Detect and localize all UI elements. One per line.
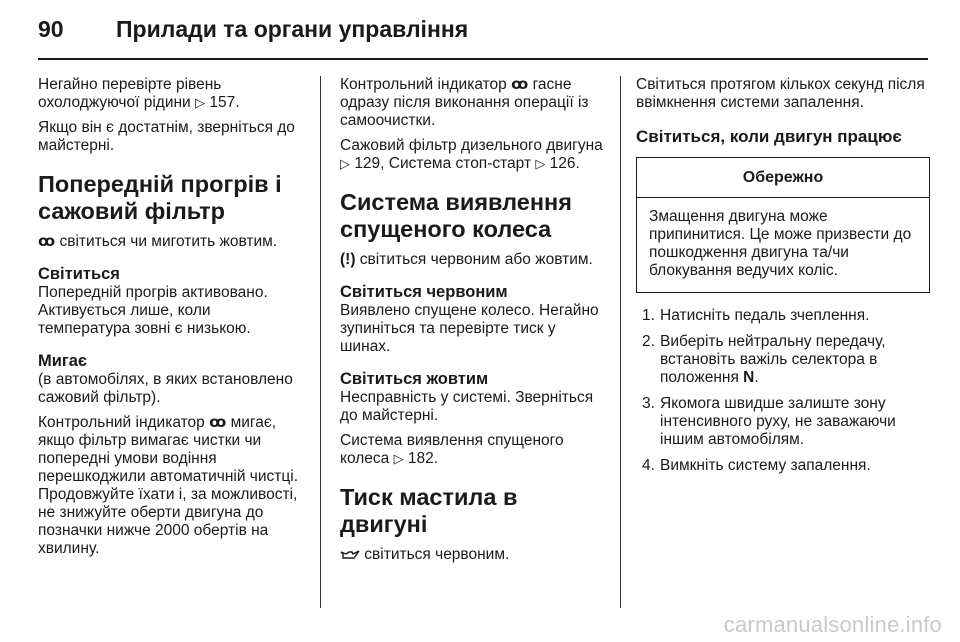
preheat-heading: Попередній прогрів і сажовий фільтр (38, 171, 282, 224)
yellow-text: Несправність у системі. Зверніться до майстерні. (340, 389, 594, 424)
column-1 (38, 76, 302, 565)
page-reference-link[interactable]: 157. (209, 94, 240, 111)
page-title: Прилади та органи управління (116, 16, 469, 42)
flash-text: (в автомобілях, в яких встановлено сажовий фільтр). (38, 371, 293, 406)
red-text: Виявлено спущене колесо. Негайно зупиніться та перевірте тиск у шинах. (340, 302, 599, 355)
yellow-heading: Світиться жовтим (340, 370, 489, 388)
glow-plug-icon: ꝏ (511, 76, 529, 93)
reference-arrow-icon: ▷ (340, 156, 350, 171)
tyre-pressure-icon: (!) (340, 251, 356, 268)
reference-arrow-icon: ▷ (195, 95, 206, 110)
oil-can-icon (340, 546, 360, 564)
oil-heading: Тиск мастила в двигуні (340, 484, 518, 537)
flash-paragraph: Контрольний індикатор ꝏ мигає, якщо фільтр вимагає чистки чи попередні умови водіння перешкоджили автоматичній чистці. Продовжуйте їхати і, за можливості, не знижуйте оберти двигуна до позначки нижче 2000 обертів на хвилину. (38, 414, 299, 557)
column-divider (320, 76, 321, 608)
gear-position: N (743, 369, 755, 386)
list-item: 4. Вимкніть систему запалення. (642, 457, 871, 474)
lit-text: Попередній прогрів активовано. Активується лише, коли температура зовні є низькою. (38, 284, 268, 337)
red-heading: Світиться червоним (340, 283, 508, 301)
list-item: 2. Виберіть нейтральну передачу, встановіть важіль селектора в положення N. (642, 333, 886, 386)
flash-heading: Мигає (38, 352, 88, 370)
column-divider (620, 76, 621, 608)
page-reference-link[interactable]: 182. (407, 450, 439, 467)
warning-text: Змащення двигуна може припинитися. Це може призвести до пошкодження двигуна та/чи блокування ведучих коліс. (649, 208, 912, 279)
page-reference-link[interactable]: 129, Система стоп-старт (354, 155, 532, 172)
tyre-system-paragraph: Система виявлення спущеного колеса ▷ 182. (340, 432, 564, 467)
column-2 (340, 76, 606, 571)
header-rule (38, 58, 928, 60)
reference-arrow-icon: ▷ (535, 156, 546, 171)
column-3 (636, 76, 930, 483)
coolant-paragraph: Негайно перевірте рівень охолоджуючої рідини ▷ 157. (38, 76, 240, 111)
steps-list (636, 307, 930, 475)
glow-plug-icon: ꝏ (209, 414, 227, 431)
ignition-paragraph: Світиться протягом кількох секунд після ввімкнення системи запалення. (636, 76, 925, 111)
glow-plug-icon: ꝏ (38, 233, 56, 250)
warning-box (636, 157, 930, 293)
lit-heading: Світиться (38, 265, 120, 283)
warning-title: Обережно (637, 158, 929, 198)
page-number: 90 (38, 16, 64, 42)
running-heading: Світиться, коли двигун працює (636, 127, 902, 146)
selfclean-paragraph: Контрольний індикатор ꝏ гасне одразу після виконання операції із самоочистки. (340, 76, 589, 129)
oil-description: світиться червоним. (340, 546, 606, 564)
list-item: 1. Натисніть педаль зчеплення. (642, 307, 870, 324)
filter-paragraph: Сажовий фільтр дизельного двигуна ▷ 129, Система стоп-старт ▷ 126. (340, 137, 603, 172)
page-reference-link[interactable]: 126. (549, 155, 580, 172)
tyre-description: (!) світиться червоним або жовтим. (340, 251, 593, 268)
watermark: carmanualsonline.info (723, 612, 942, 637)
preheat-description: ꝏ світиться чи миготить жовтим. (38, 233, 278, 250)
list-item: 3. Якомога швидше залиште зону інтенсивного руху, не заважаючи іншим автомобілям. (642, 395, 896, 448)
workshop-paragraph: Якщо він є достатнім, зверніться до майстерні. (38, 119, 295, 154)
page-header (38, 14, 928, 58)
tyre-heading: Система виявлення спущеного колеса (340, 189, 572, 242)
reference-arrow-icon: ▷ (393, 451, 404, 466)
